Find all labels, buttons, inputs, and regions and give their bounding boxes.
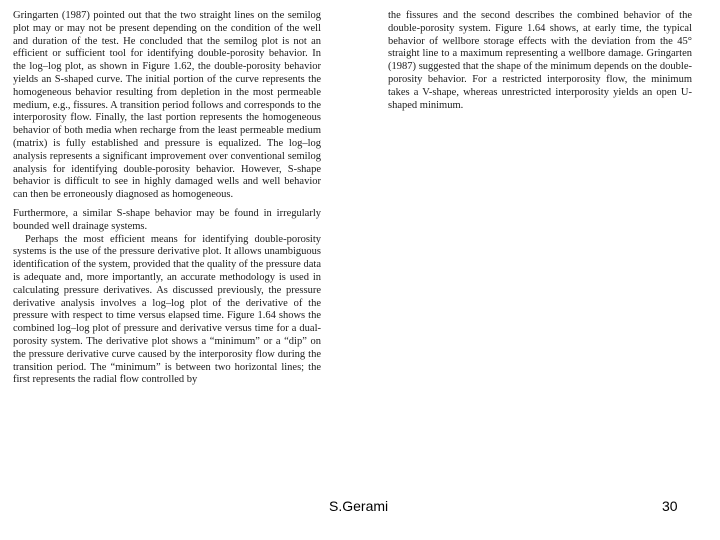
left-paragraph-3: Perhaps the most efficient means for identifying double-porosity systems is the use of the pressure derivative plot. It allows unambiguous identification of the system, provided that the quality of the pressure data is adequate and, more importantly, an accurate methodology is used in calculating pressure derivatives. As discussed previously, the pressure derivative analysis involves a log–log plot of the derivative of the pressure with respect to time versus elapsed time. Figure 1.64 shows the combined log–log plot of pressure and derivative versus time for a dual-porosity system. The derivative plot shows a “minimum” or a “dip” on the pressure derivative curve caused by the interporosity flow during the transition period. The “minimum” is between two horizontal lines; the first represents the radial flow controlled by (13, 233, 321, 386)
left-paragraph-1: Gringarten (1987) pointed out that the two straight lines on the semilog plot may or may not be present depending on the condition of the well and duration of the test. He concluded that the semilog plot is not an efficient or sufficient tool for identifying double-porosity behavior. In the log–log plot, as shown in Figure 1.62, the double-porosity behavior yields an S-shaped curve. The initial portion of the curve represents the homogeneous behavior resulting from depletion in the most permeable medium, e.g., fissures. A transition period follows and corresponds to the interporosity flow. Finally, the last portion represents the homogeneous behavior of both media when recharge from the least permeable medium (matrix) is fully established and pressure is equalized. The log–log analysis represents a significant improvement over conventional semilog analysis for identifying double-porosity behavior. However, S-shape behavior is difficult to see in highly damaged wells and well behavior can then be erroneously diagnosed as homogeneous. (13, 10, 321, 201)
page-number: 30 (662, 498, 678, 514)
footer-author: S.Gerami (329, 498, 389, 514)
right-text-column (388, 10, 692, 112)
left-text-column (13, 10, 321, 387)
right-paragraph-1: the fissures and the second describes the combined behavior of the double-porosity system. Figure 1.64 shows, at early time, the typical behavior of wellbore storage effects with the deviation from the 45° straight line to a maximum representing a wellbore damage. Gringarten (1987) suggested that the shape of the minimum depends on the double-porosity behavior. For a restricted interporosity flow, the minimum takes a V-shape, whereas unrestricted interporosity yields an open U-shaped minimum. (388, 10, 692, 111)
left-paragraph-2: Furthermore, a similar S-shape behavior may be found in irregularly bounded well drainage systems. (13, 207, 321, 232)
